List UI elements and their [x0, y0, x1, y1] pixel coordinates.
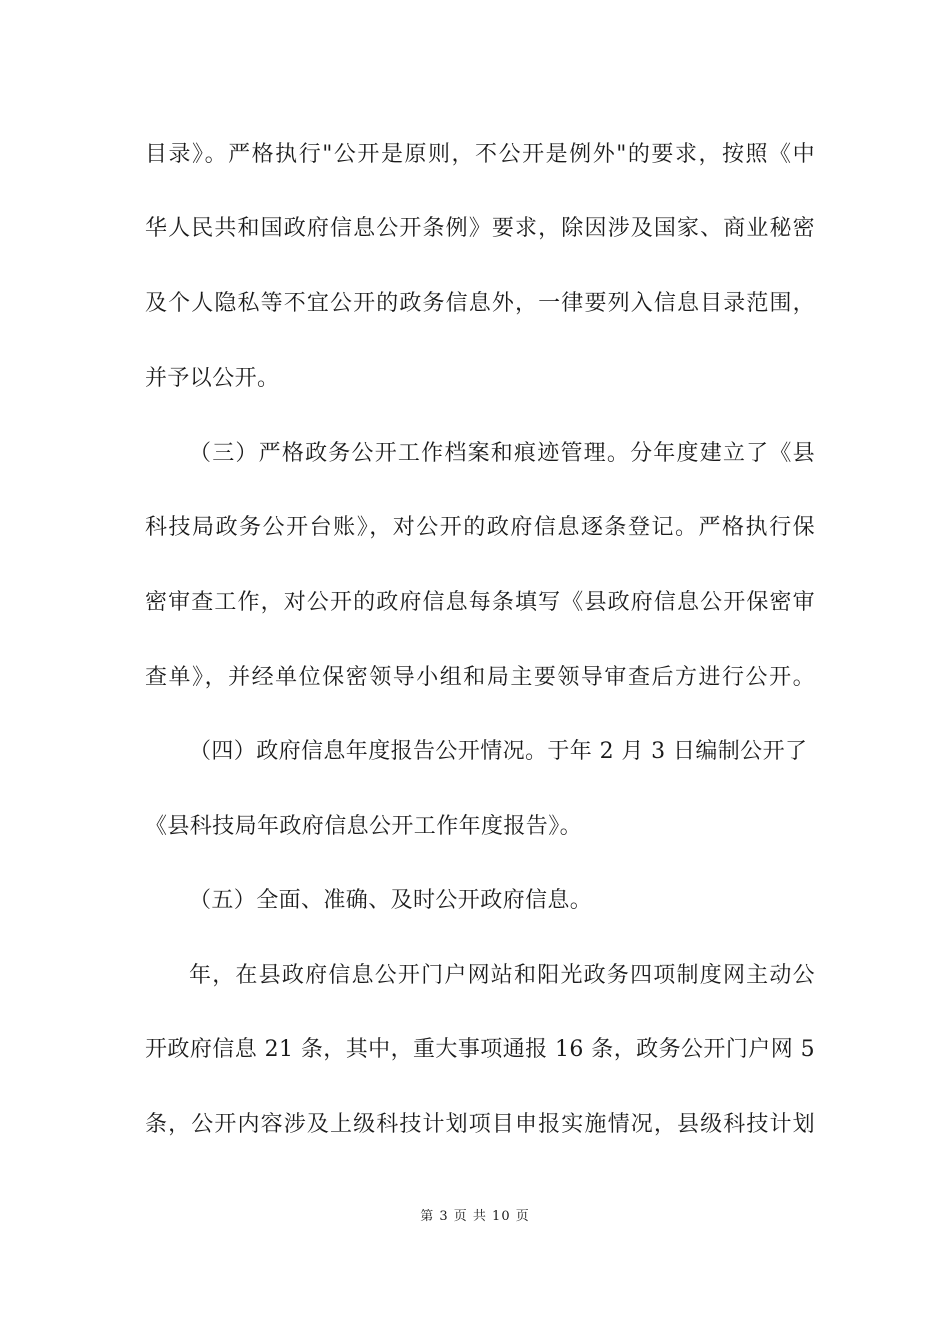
- text-line: 并予以公开。: [145, 366, 280, 391]
- text-line: 条，公开内容涉及上级科技计划项目申报实施情况，县级科技计划: [145, 1112, 815, 1137]
- text-line: 华人民共和国政府信息公开条例》要求，除因涉及国家、商业秘密: [145, 216, 815, 241]
- paragraph-heading-4: （四）政府信息年度报告公开情况。于年 2 月 3 日编制公开了: [189, 739, 808, 764]
- page-footer: 第 3 页 共 10 页: [420, 1209, 530, 1224]
- text-line: 密审查工作，对公开的政府信息每条填写《县政府信息公开保密审: [145, 590, 815, 615]
- text-line: 年，在县政府信息公开门户网站和阳光政务四项制度网主动公: [189, 963, 815, 988]
- text-line: 查单》，并经单位保密领导小组和局主要领导审查后方进行公开。: [145, 665, 815, 690]
- text-line: 《县科技局年政府信息公开工作年度报告》。: [145, 814, 583, 839]
- text-line: 目录》。严格执行"公开是原则，不公开是例外"的要求，按照《中: [145, 142, 815, 167]
- text-line: 开政府信息 21 条，其中，重大事项通报 16 条，政务公开门户网 5: [145, 1037, 815, 1062]
- paragraph-heading-3: （三）严格政务公开工作档案和痕迹管理。分年度建立了《县: [189, 441, 815, 466]
- text-line: 科技局政务公开台账》，对公开的政府信息逐条登记。严格执行保: [145, 515, 815, 540]
- paragraph-heading-5: （五）全面、准确、及时公开政府信息。: [189, 888, 593, 913]
- text-line: 及个人隐私等不宜公开的政务信息外，一律要列入信息目录范围，: [145, 291, 815, 316]
